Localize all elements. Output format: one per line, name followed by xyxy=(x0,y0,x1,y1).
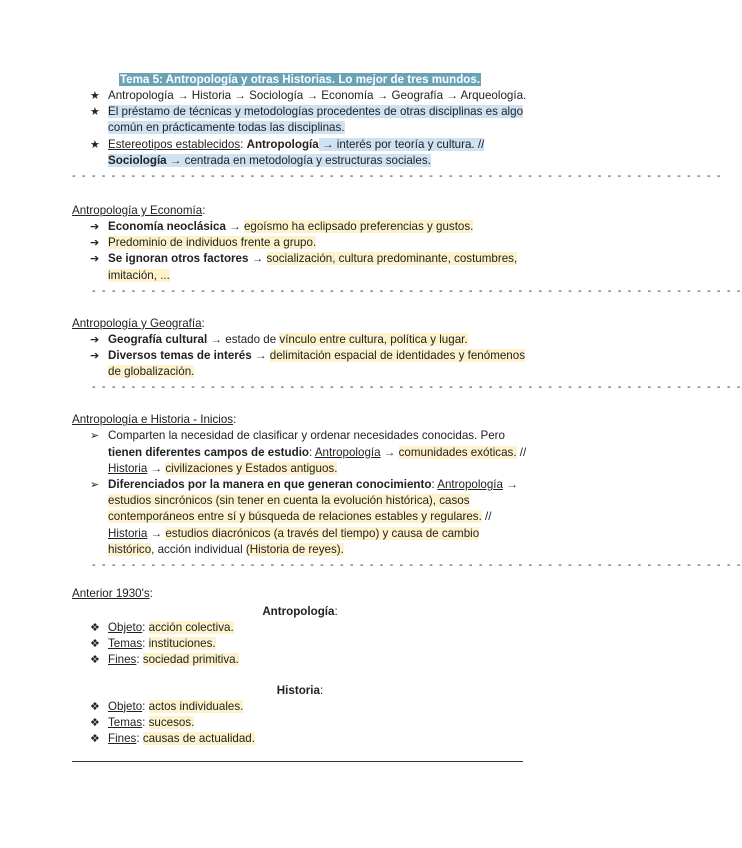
section-geografia: Antropología y Geografía: xyxy=(72,316,205,330)
horizontal-rule xyxy=(72,761,523,762)
diamond-bullet-icon: ❖ xyxy=(90,700,100,713)
list-item: ➢ Diferenciados por la manera en que generan conocimiento: Antropología → estudios sincrónicos (sin tener en cuenta la evolución histórica), casos contemporáneos entre sí y búsqueda de relaciones estables y regulares. // Historia → estudios diacrónicos (a través del tiempo) y causa de cambio histórico, acción individual (Historia de reyes). xyxy=(90,478,518,556)
section-historia: Antropología e Historia - Inicios: xyxy=(72,413,237,427)
diamond-bullet-icon: ❖ xyxy=(90,654,100,667)
triangle-bullet-icon: ➢ xyxy=(90,430,100,443)
dashed-divider: - - - - - - - - - - - - - - - - - - - - - - - - - - - - - - - - - - - - - - - - - - - - - - - - - - - - - - - - - - - - - - - - - - xyxy=(72,170,723,183)
intro-bullet-3: ★ Estereotipos establecidos: Antropología → interés por teoría y cultura. // Sociología → centrada en metodología y estructuras sociales. xyxy=(90,137,485,167)
section-heading: Anterior 1930's xyxy=(72,587,150,601)
star-bullet-icon: ★ xyxy=(90,106,100,119)
list-item: ❖ Objeto: actos individuales. xyxy=(72,699,528,715)
list-item: ➔ Geografía cultural → estado de vínculo entre cultura, política y lugar. xyxy=(72,332,528,348)
dashed-divider: - - - - - - - - - - - - - - - - - - - - - - - - - - - - - - - - - - - - - - - - - - - - - - - - - - - - - - - - - - - - - - - - - - xyxy=(92,381,742,394)
section-heading: Antropología y Geografía xyxy=(72,316,202,330)
section-heading: Antropología y Economía xyxy=(72,204,203,218)
list-item: ➔ Diversos temas de interés → delimitación espacial de identidades y fenómenos de globalización. xyxy=(90,349,525,379)
intro-bullet-1: ★ Antropología → Historia → Sociología → Economía → Geografía → Arqueología. xyxy=(72,88,528,104)
list-item: ➔ Se ignoran otros factores → socialización, cultura predominante, costumbres, imitación, ... xyxy=(90,252,518,282)
list-item: ➔ Predominio de individuos frente a grupo. xyxy=(72,235,528,251)
subsection-title-antropologia: Antropología: xyxy=(262,605,338,619)
document-page xyxy=(72,72,742,762)
section-anterior: Anterior 1930's: xyxy=(72,587,153,601)
arrow-bullet-icon: ➔ xyxy=(90,221,100,234)
list-item: ❖ Fines: sociedad primitiva. xyxy=(72,652,528,668)
dashed-divider: - - - - - - - - - - - - - - - - - - - - - - - - - - - - - - - - - - - - - - - - - - - - - - - - - - - - - - - - - - - - - - - - - - xyxy=(92,284,742,297)
diamond-bullet-icon: ❖ xyxy=(90,733,100,746)
triangle-bullet-icon: ➢ xyxy=(90,479,100,492)
arrow-bullet-icon: ➔ xyxy=(90,253,100,266)
diamond-bullet-icon: ❖ xyxy=(90,716,100,729)
star-bullet-icon: ★ xyxy=(90,90,100,102)
page-title: Tema 5: Antropología y otras Historias. Lo mejor de tres mundos. xyxy=(119,73,481,86)
list-item: ➢ Comparten la necesidad de clasificar y ordenar necesidades conocidas. Pero tienen diferentes campos de estudio: Antropología → comunidades exóticas. // Historia → civilizaciones y Estados antiguos. xyxy=(90,429,527,475)
list-item: ❖ Temas: sucesos. xyxy=(72,715,528,731)
diamond-bullet-icon: ❖ xyxy=(90,638,100,651)
list-item: ➔ Economía neoclásica → egoísmo ha eclipsado preferencias y gustos. xyxy=(72,219,528,235)
list-item: ❖ Objeto: acción colectiva. xyxy=(72,620,528,636)
arrow-bullet-icon: ➔ xyxy=(90,237,100,250)
arrow-bullet-icon: ➔ xyxy=(90,333,100,346)
diamond-bullet-icon: ❖ xyxy=(90,622,100,635)
section-economia: Antropología y Economía: xyxy=(72,204,206,218)
star-bullet-icon: ★ xyxy=(90,138,100,151)
list-item: ❖ Temas: instituciones. xyxy=(72,636,528,652)
arrow-bullet-icon: ➔ xyxy=(90,350,100,363)
intro-bullet-2: ★ El préstamo de técnicas y metodologías procedentes de otras disciplinas es algo común en prácticamente todas las disciplinas. xyxy=(90,105,524,135)
dashed-divider: - - - - - - - - - - - - - - - - - - - - - - - - - - - - - - - - - - - - - - - - - - - - - - - - - - - - - - - - - - - - - - - - - - xyxy=(92,559,742,572)
list-item: ❖ Fines: causas de actualidad. xyxy=(72,731,528,747)
section-heading: Antropología e Historia - Inicios xyxy=(72,413,234,427)
subsection-title-historia: Historia: xyxy=(276,683,324,697)
